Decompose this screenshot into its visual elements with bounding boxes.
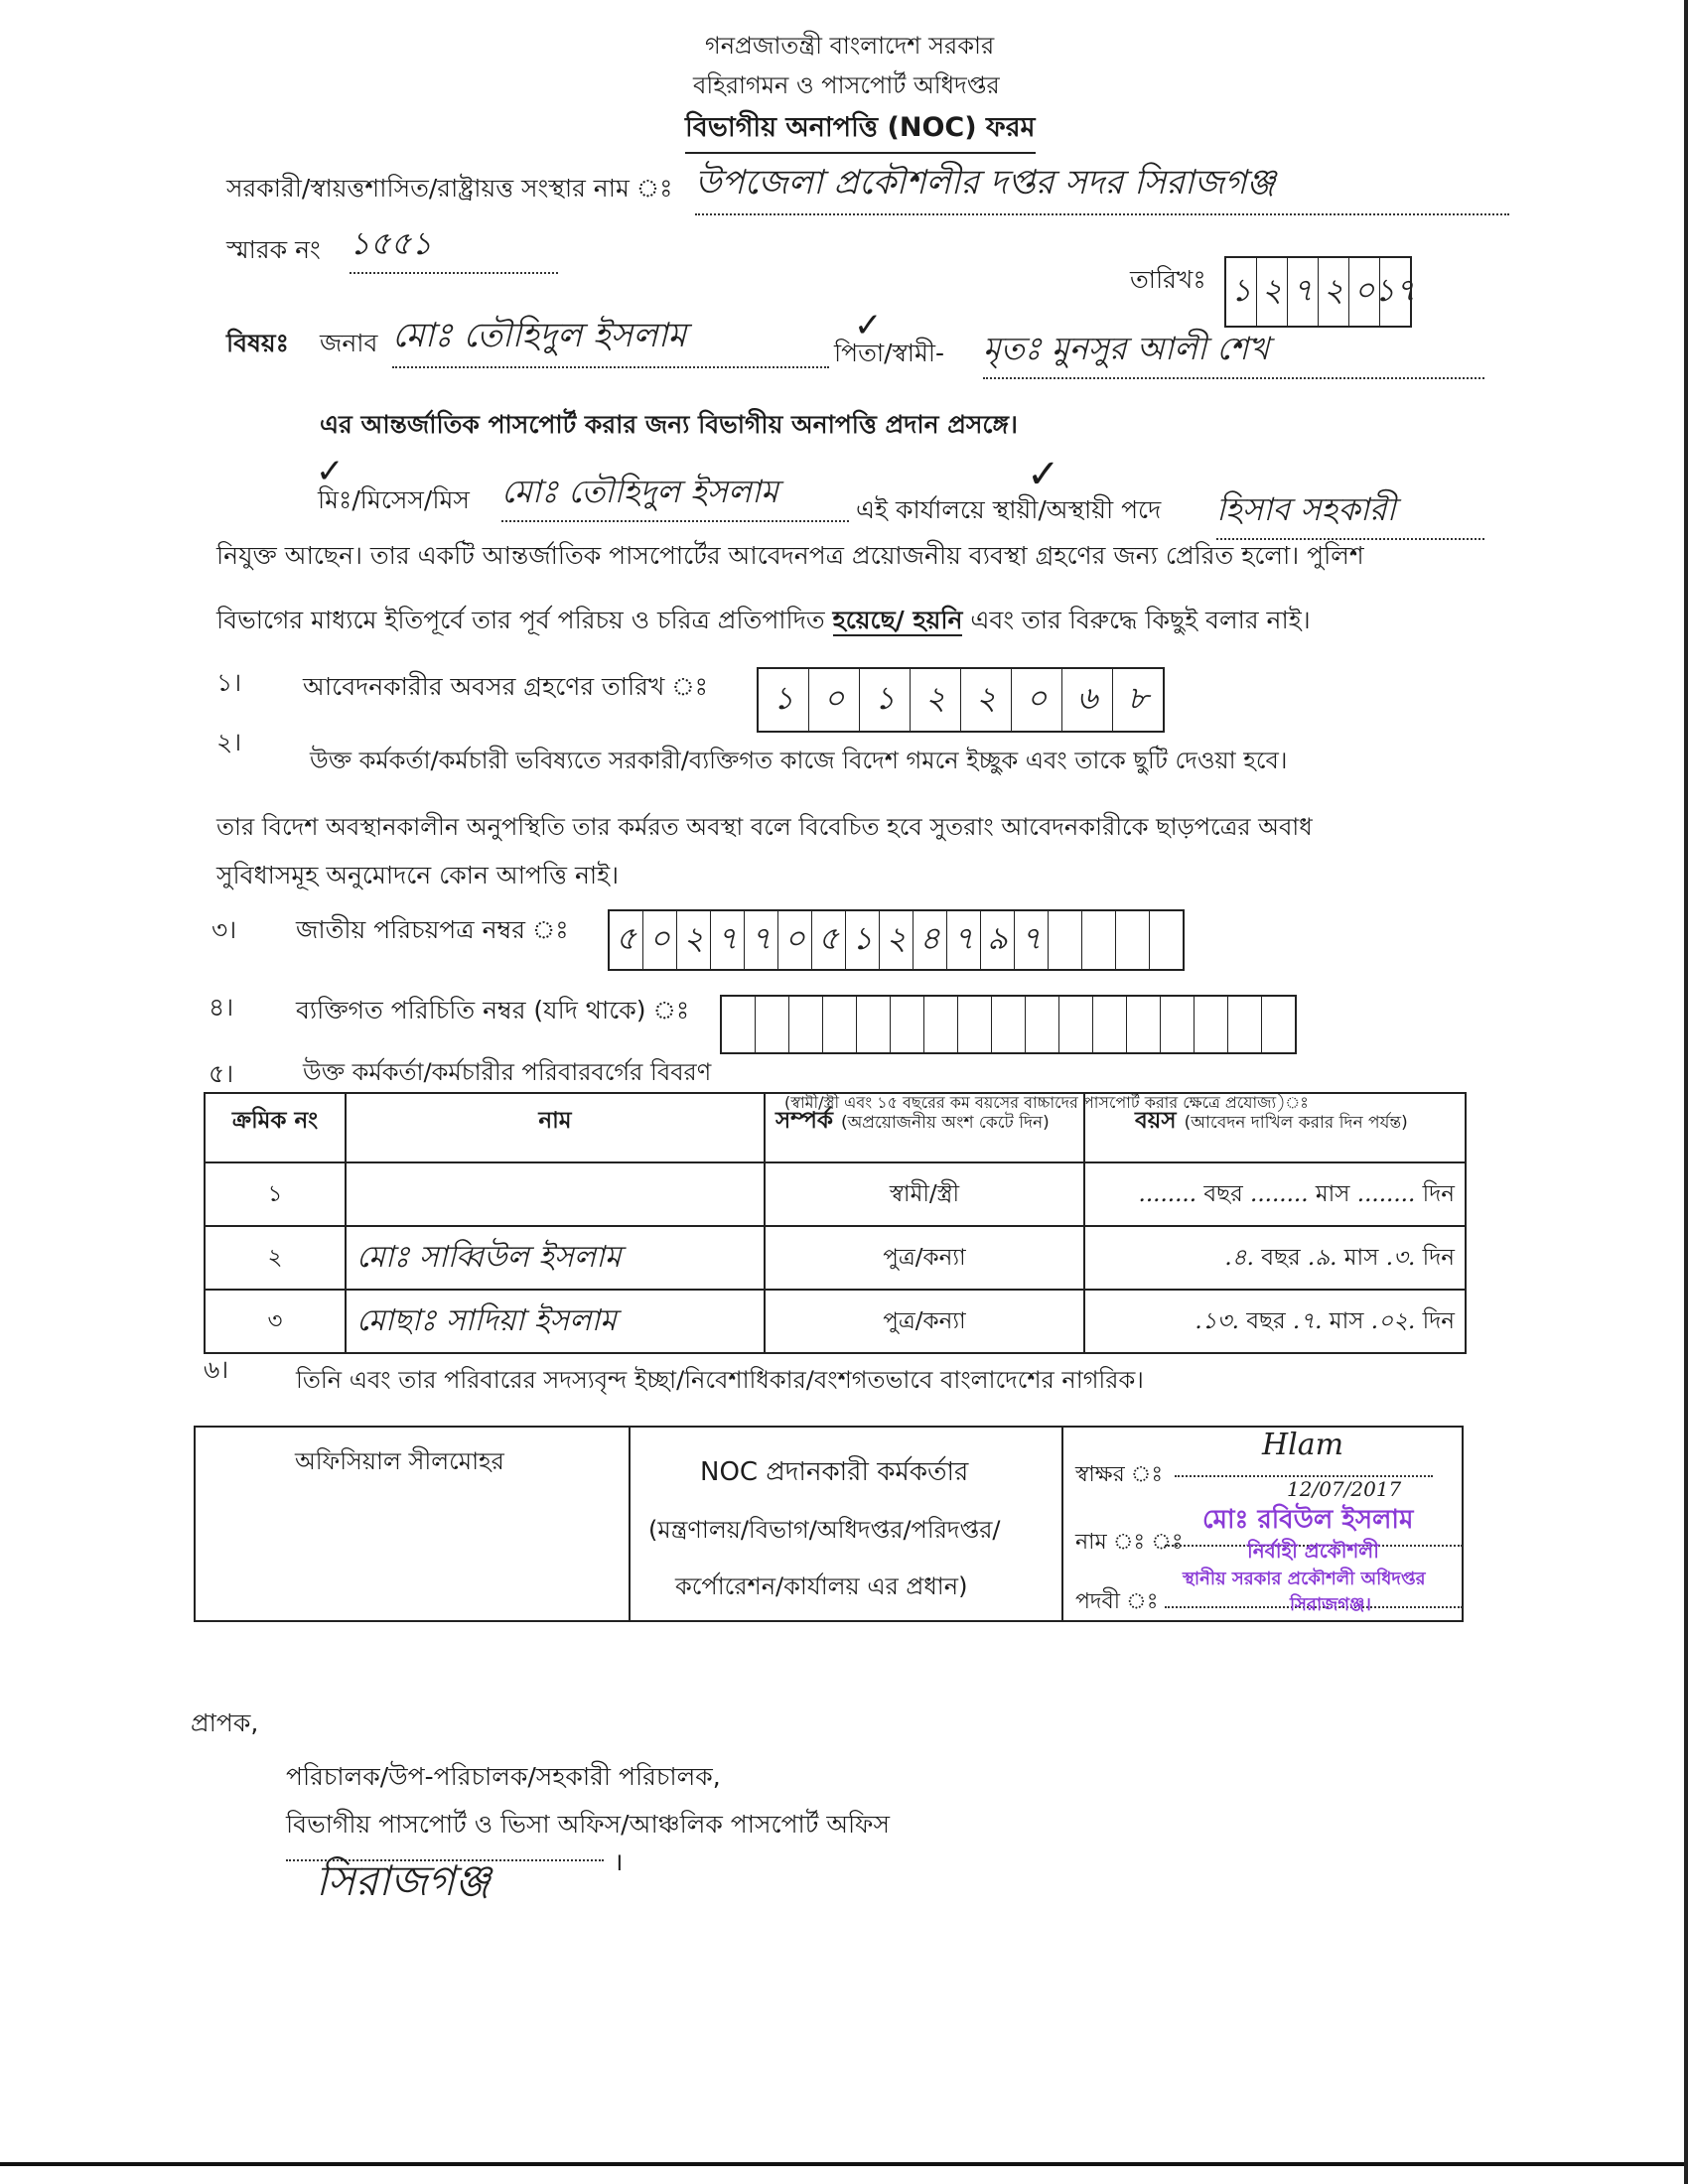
age-months: ........ xyxy=(1250,1180,1309,1207)
nid-digit xyxy=(1082,911,1116,969)
item2-line1: উক্ত কর্মকর্তা/কর্মচারী ভবিষ্যতে সরকারী/ব্যক্তিগত কাজে বিদেশ গমনে ইচ্ছুক এবং তাকে ছুটি দেওয়া হবে। xyxy=(310,747,1288,774)
cell-relation xyxy=(765,1290,1084,1353)
nid-digit: ২ xyxy=(677,911,711,969)
col-name: নাম xyxy=(346,1093,765,1162)
date-digit: ২ xyxy=(1319,258,1349,326)
body-mid: এই কার্যালয়ে স্থায়ী/অস্থায়ী পদে xyxy=(856,495,1162,524)
recipient-label: প্রাপক, xyxy=(191,1708,259,1737)
item2-line3: সুবিধাসমূহ অনুমোদনে কোন আপত্তি নাই। xyxy=(216,861,620,889)
noc-cell xyxy=(631,1428,1063,1620)
nid-digit: ৯ xyxy=(981,911,1015,969)
retirement-date-boxes xyxy=(757,667,1165,733)
personal-id-boxes xyxy=(720,995,1297,1054)
age-days: .৩. xyxy=(1385,1244,1416,1271)
stamp-place: সিরাজগঞ্জ। xyxy=(1290,1594,1371,1615)
cell-name xyxy=(346,1162,765,1226)
nid-digit xyxy=(1116,911,1150,969)
header-line1: গনপ্রজাতন্ত্রী বাংলাদেশ সরকার xyxy=(705,32,995,60)
item6-text: তিনি এবং তার পরিবারের সদস্যবৃন্দ ইচ্ছা/নিবেশাধিকার/বংশগতভাবে বাংলাদেশের নাগরিক। xyxy=(296,1366,1144,1394)
subject-line2: এর আন্তর্জাতিক পাসপোর্ট করার জন্য বিভাগীয় অনাপত্তি প্রদান প্রসঙ্গে। xyxy=(320,410,1018,439)
cell-relation-text: স্বামী/স্ত্রী xyxy=(889,1180,960,1207)
age-months-label: মাস xyxy=(1322,1307,1371,1334)
col-age-note: (আবেদন দাখিল করার দিন পর্যন্ত) xyxy=(1184,1113,1408,1133)
employee-post: হিসাব সহকারী xyxy=(1216,484,1484,540)
personal-id-digit xyxy=(857,997,891,1052)
personal-id-digit xyxy=(1195,997,1228,1052)
nid-digit: ০ xyxy=(643,911,677,969)
item5-num: ৫। xyxy=(209,1059,234,1088)
org-name: উপজেলা প্রকৌশলীর দপ্তর সদর সিরাজগঞ্জ xyxy=(695,157,1509,215)
col-relation-label: সম্পর্ক xyxy=(775,1108,833,1134)
stamp-org: স্থানীয় সরকার প্রকৌশলী অধিদপ্তর xyxy=(1183,1569,1426,1589)
personal-id-digit xyxy=(823,997,857,1052)
personal-id-digit xyxy=(756,997,789,1052)
age-days: .০২. xyxy=(1370,1307,1416,1334)
family-table xyxy=(204,1092,1467,1354)
col-relation-note: (অপ্রয়োজনীয় অংশ কেটে দিন) xyxy=(840,1113,1050,1133)
body-p2a: বিভাগের মাধ্যমে ইতিপূর্বে তার পূর্ব পরিচয় ও চরিত্র প্রতিপাদিত xyxy=(216,606,825,634)
scan-right-edge xyxy=(1684,0,1688,2184)
scan-bottom-edge xyxy=(0,2162,1688,2166)
age-years: .৪. xyxy=(1224,1244,1254,1271)
col-age xyxy=(1084,1093,1466,1162)
nid-digit xyxy=(1150,911,1183,969)
personal-id-digit xyxy=(1262,997,1295,1052)
father-label: পিতা/স্বামী- xyxy=(834,339,945,367)
nid-digit: ৭ xyxy=(745,911,778,969)
header-line2: বহিরাগমন ও পাসপোর্ট অধিদপ্তর xyxy=(693,71,1000,99)
personal-id-digit xyxy=(1093,997,1127,1052)
nid-digit: ১ xyxy=(846,911,880,969)
age-months-label: মাস xyxy=(1308,1180,1357,1207)
personal-id-digit xyxy=(1026,997,1059,1052)
age-days-label: দিন xyxy=(1415,1244,1455,1271)
recipient-place: সিরাজগঞ্জ xyxy=(316,1856,492,1905)
nid-digit: ৪ xyxy=(914,911,947,969)
noc-line1: NOC প্রদানকারী কর্মকর্তার xyxy=(700,1457,969,1487)
item2-line2: তার বিদেশ অবস্থানকালীন অনুপস্থিতি তার কর্মরত অবস্থা বলে বিবেচিত হবে সুতরাং আবেদনকারীকে ছাড়পত্রের অবাধ xyxy=(216,813,1313,841)
retirement-date-digit: ৬ xyxy=(1062,669,1113,731)
age-years-label: বছর xyxy=(1196,1180,1251,1207)
body-p2 xyxy=(216,601,1311,643)
cell-name-text: মোছাঃ সাদিয়া ইসলাম xyxy=(356,1302,617,1338)
retirement-date-digit: ১ xyxy=(860,669,911,731)
father-name: মৃতঃ মুনসুর আলী শেখ xyxy=(983,324,1484,379)
memo-number: ১৫৫১ xyxy=(350,218,558,274)
signature-table xyxy=(194,1426,1464,1622)
cell-age xyxy=(1084,1162,1466,1226)
org-label: সরকারী/স্বায়ত্তশাসিত/রাষ্ট্রায়ত্ত সংস্থার নাম ঃ xyxy=(226,174,673,203)
col-serial: ক্রমিক নং xyxy=(205,1093,346,1162)
item1-label: আবেদনকারীর অবসর গ্রহণের তারিখ ঃ xyxy=(303,672,709,701)
salutation: মিঃ/মিসেস/মিস xyxy=(318,485,470,514)
cell-name-text: মোঃ সাব্বিউল ইসলাম xyxy=(356,1239,622,1275)
nid-digit: ৫ xyxy=(812,911,846,969)
nid-digit: ৭ xyxy=(947,911,981,969)
subject-label: বিষয়ঃ xyxy=(226,329,289,357)
cell-name xyxy=(346,1290,765,1353)
nid-digit: ২ xyxy=(880,911,914,969)
date-digit: ০ xyxy=(1349,258,1380,326)
retirement-date-digit: ৮ xyxy=(1127,679,1149,717)
personal-id-digit xyxy=(992,997,1026,1052)
item5-note: (স্বামী/স্ত্রী এবং ১৫ বছরের কম বয়সের বাচ্চাদের পাসপোর্ট করার ক্ষেত্রে প্রযোজ্য)ঃ xyxy=(784,1093,1309,1112)
item2-num: ২। xyxy=(216,728,242,756)
nid-digit: ৭ xyxy=(711,911,745,969)
item1-num: ১। xyxy=(216,668,242,697)
col-relation xyxy=(765,1093,1084,1162)
cell-serial xyxy=(205,1162,346,1226)
age-days-label: দিন xyxy=(1415,1180,1455,1207)
personal-id-digit xyxy=(891,997,924,1052)
noc-line3: কর্পোরেশন/কার্যালয় এর প্রধান) xyxy=(675,1572,968,1600)
cell-name xyxy=(346,1226,765,1290)
recipient-line1: পরিচালক/উপ-পরিচালক/সহকারী পরিচালক, xyxy=(286,1762,721,1791)
form-title: বিভাগীয় অনাপত্তি (NOC) ফরম xyxy=(685,107,1036,154)
item6-num: ৬। xyxy=(204,1355,229,1384)
item4-label: ব্যক্তিগত পরিচিতি নম্বর (যদি থাকে) ঃ xyxy=(296,996,690,1024)
personal-id-digit xyxy=(1228,997,1262,1052)
age-days-label: দিন xyxy=(1415,1307,1455,1334)
item5-label: উক্ত কর্মকর্তা/কর্মচারীর পরিবারবর্গের বিবরণ xyxy=(303,1058,712,1086)
check-mark-icon: ✓ xyxy=(316,452,345,491)
retirement-date-digit: ০ xyxy=(809,669,860,731)
cell-relation xyxy=(765,1162,1084,1226)
sign-date: 12/07/2017 xyxy=(1287,1477,1402,1501)
subject-name: মোঃ তৌহিদুল ইসলাম xyxy=(392,310,829,368)
body-p1: নিযুক্ত আছেন। তার একটি আন্তর্জাতিক পাসপোর্টের আবেদনপত্র প্রয়োজনীয় ব্যবস্থা গ্রহণের জন্য প্রেরিত হলো। পুলিশ xyxy=(216,541,1364,570)
age-years: ........ xyxy=(1138,1180,1197,1207)
age-years-label: বছর xyxy=(1253,1244,1308,1271)
cell-serial-text: ৩ xyxy=(267,1307,283,1334)
employee-name: মোঃ তৌহিদুল ইসলাম xyxy=(501,467,849,522)
nid-digit xyxy=(1049,911,1082,969)
date-boxes xyxy=(1224,256,1416,328)
date-label: তারিখঃ xyxy=(1130,265,1206,294)
check-mark-icon: ✓ xyxy=(854,306,883,345)
age-months: .৯. xyxy=(1307,1244,1337,1271)
cell-relation-text: পুত্র/কন্যা xyxy=(883,1307,966,1334)
date-digit: ১৭ xyxy=(1374,271,1416,309)
body-p2c: এবং তার বিরুদ্ধে কিছুই বলার নাই। xyxy=(970,606,1311,634)
item4-num: ৪। xyxy=(209,993,234,1022)
seal-cell xyxy=(196,1428,631,1620)
stamp-post: নির্বাহী প্রকৌশলী xyxy=(1247,1539,1379,1563)
cell-serial-text: ২ xyxy=(267,1244,283,1271)
sign-label: স্বাক্ষর ঃ xyxy=(1075,1462,1164,1487)
date-digit: ২ xyxy=(1257,258,1288,326)
cell-serial xyxy=(205,1226,346,1290)
recipient-end: । xyxy=(614,1847,624,1876)
item3-num: ৩। xyxy=(211,915,237,944)
personal-id-digit xyxy=(1059,997,1093,1052)
personal-id-digit xyxy=(789,997,823,1052)
personal-id-digit xyxy=(1127,997,1161,1052)
cell-age xyxy=(1084,1226,1466,1290)
cell-relation-text: পুত্র/কন্যা xyxy=(883,1244,966,1271)
item3-label: জাতীয় পরিচয়পত্র নম্বর ঃ xyxy=(296,915,569,944)
retirement-date-digit: ২ xyxy=(961,669,1012,731)
age-days: ........ xyxy=(1356,1180,1416,1207)
personal-id-digit xyxy=(924,997,958,1052)
table-row xyxy=(205,1162,1466,1226)
age-months: .৭. xyxy=(1292,1307,1323,1334)
personal-id-digit xyxy=(722,997,756,1052)
age-years: .১৩. xyxy=(1195,1307,1239,1334)
cell-age xyxy=(1084,1290,1466,1353)
age-months-label: মাস xyxy=(1336,1244,1386,1271)
check-mark-icon: ✓ xyxy=(1027,452,1060,497)
cell-serial-text: ১ xyxy=(267,1180,283,1207)
retirement-date-digit: ২ xyxy=(911,669,961,731)
signatory-cell xyxy=(1063,1428,1462,1620)
age-years-label: বছর xyxy=(1238,1307,1293,1334)
col-age-label: বয়স xyxy=(1135,1108,1177,1134)
nid-digit: ৫ xyxy=(610,911,643,969)
stamp-name: মোঃ রবিউল ইসলাম xyxy=(1202,1505,1414,1535)
date-digit: ৭ xyxy=(1288,258,1319,326)
personal-id-digit xyxy=(958,997,992,1052)
nid-digit: ০ xyxy=(778,911,812,969)
retirement-date-digit: ০ xyxy=(1012,669,1062,731)
name-label: নাম ঃ ঃ xyxy=(1075,1530,1184,1555)
memo-label: স্মারক নং xyxy=(226,235,321,264)
noc-line2: (মন্ত্রণালয়/বিভাগ/অধিদপ্তর/পরিদপ্তর/ xyxy=(648,1516,1001,1544)
personal-id-digit xyxy=(1161,997,1195,1052)
signature-scribble: Hlam xyxy=(1262,1428,1344,1462)
cell-serial xyxy=(205,1290,346,1353)
subject-janab: জনাব xyxy=(320,329,378,357)
body-p2b: হয়েছে/ হয়নি xyxy=(832,606,963,634)
recipient-line2: বিভাগীয় পাসপোর্ট ও ভিসা অফিস/আঞ্চলিক পাসপোর্ট অফিস xyxy=(286,1810,890,1839)
table-row xyxy=(205,1290,1466,1353)
nid-digit: ৭ xyxy=(1015,911,1049,969)
seal-label: অফিসিয়াল সীলমোহর xyxy=(295,1447,504,1475)
retirement-date-digit: ১ xyxy=(759,669,809,731)
post-label: পদবী ঃ xyxy=(1075,1589,1159,1614)
cell-relation xyxy=(765,1226,1084,1290)
table-row xyxy=(205,1226,1466,1290)
nid-boxes xyxy=(608,909,1185,971)
date-digit: ১ xyxy=(1226,258,1257,326)
